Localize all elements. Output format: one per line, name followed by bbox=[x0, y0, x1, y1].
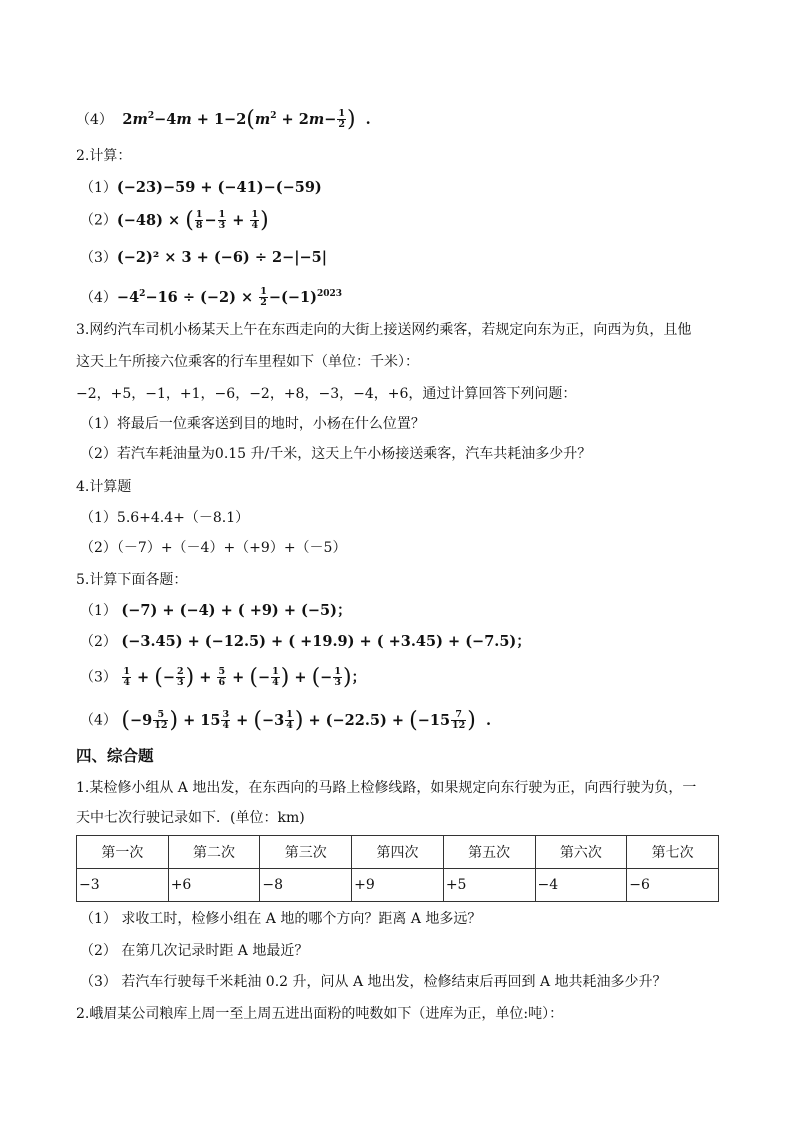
math-expression: $\frac{1}{4}$ + (− $\frac{2}{3}$ ) + $\frac{5}{6}$ + (− $\frac{1}{4}$ ) + (− $\frac{1}{3}$ )； bbox=[123, 664, 367, 690]
table-header-cell: 第五次 bbox=[443, 836, 535, 869]
table-header-cell: 第三次 bbox=[260, 836, 352, 869]
table-header-cell: 第二次 bbox=[168, 836, 260, 869]
s3-line-2: 这天上午所接六位乘客的行车里程如下（单位：千米）： bbox=[76, 354, 419, 370]
driving-record-table bbox=[76, 835, 719, 902]
item-number: （1） bbox=[80, 603, 117, 619]
table-header-cell: 第一次 bbox=[77, 836, 169, 869]
table-cell: −4 bbox=[535, 869, 627, 902]
section-2-title: 2.计算： bbox=[76, 148, 132, 164]
s3-line-1: 3.网约汽车司机小杨某天上午在东西走向的大街上接送网约乘客，若规定向东为正，向西为负，且他 bbox=[76, 322, 692, 338]
item-number: （3） bbox=[80, 669, 117, 686]
s2-item-1 bbox=[80, 178, 322, 198]
item-number: （4） bbox=[80, 712, 117, 729]
table-cell: +9 bbox=[352, 869, 444, 902]
expr-line-4 bbox=[76, 106, 371, 130]
s3-line-3: −2，+5，−1，+1，−6，−2，+8，−3，−4，+6，通过计算回答下列问题： bbox=[76, 386, 577, 402]
c1-question-2: （2） 在第几次记录时距 A 地最近？ bbox=[80, 943, 309, 959]
table-header-cell: 第六次 bbox=[535, 836, 627, 869]
table-cell: −3 bbox=[77, 869, 169, 902]
math-expression: (−7) + (−4) + ( +9) + (−5)； bbox=[121, 602, 352, 619]
s2-item-2 bbox=[80, 207, 269, 233]
table-header-row bbox=[77, 836, 719, 869]
s5-item-4 bbox=[80, 707, 492, 733]
math-expression: (−9 $\frac{5}{12}$ ) + 15 $\frac{3}{4}$ + (−3 $\frac{1}{4}$ ) + (−22.5) + (−15 $\frac{7}{12}$ ) . bbox=[121, 707, 492, 733]
math-expression: (−3.45) + (−12.5) + ( +19.9) + ( +3.45) + (−7.5)； bbox=[121, 633, 531, 650]
table-cell: +6 bbox=[168, 869, 260, 902]
s5-item-3 bbox=[80, 664, 367, 690]
c2-line-1: 2.峨眉某公司粮库上周一至上周五进出面粉的吨数如下（进库为正，单位:吨）： bbox=[76, 1006, 564, 1022]
s5-item-1 bbox=[80, 601, 352, 621]
s5-item-2 bbox=[80, 632, 531, 652]
s5-title: 5.计算下面各题： bbox=[76, 572, 188, 588]
math-expression: (−2)² × 3 + (−6) ÷ 2−|−5| bbox=[116, 249, 328, 266]
c1-question-1: （1） 求收工时，检修小组在 A 地的哪个方向？距离 A 地多远？ bbox=[80, 911, 482, 927]
section-heading: 四、综合题 bbox=[76, 747, 154, 765]
item-number: （4） bbox=[80, 289, 117, 306]
math-expression: $-4^2-16 \div (-2)$ × $\frac{1}{2}$ $-(-1)^{2023}$ bbox=[116, 286, 343, 309]
item-number: （4） bbox=[76, 111, 113, 128]
c1-question-3: （3） 若汽车行驶每千米耗油 0.2 升，问从 A 地出发，检修结束后再回到 A 地共耗油多少升？ bbox=[80, 974, 667, 990]
c1-line-2: 天中七次行驶记录如下．(单位：km) bbox=[76, 810, 305, 826]
item-number: （2） bbox=[80, 212, 117, 229]
table-header-cell: 第七次 bbox=[627, 836, 719, 869]
item-number: （3） bbox=[80, 250, 117, 266]
s4-title: 4.计算题 bbox=[76, 479, 132, 495]
table-header-cell: 第四次 bbox=[352, 836, 444, 869]
s2-item-4 bbox=[80, 284, 342, 308]
math-expression: $2m^2-4m + 1-2(m^2 + 2m-$ $\frac{1}{2}$ ) . bbox=[117, 106, 371, 132]
item-number: （2） bbox=[80, 634, 117, 650]
c1-line-1: 1.某检修小组从 A 地出发，在东西向的马路上检修线路，如果规定向东行驶为正，向西行驶为负，一 bbox=[76, 780, 697, 796]
s4-question-1: （1）5.6+4.4+（－8.1） bbox=[80, 510, 250, 526]
s3-question-1: （1）将最后一位乘客送到目的地时，小杨在什么位置？ bbox=[80, 416, 425, 432]
math-expression: (−23)−59 + (−41)−(−59) bbox=[116, 179, 322, 196]
s3-question-2: （2）若汽车耗油量为0.15 升/千米，这天上午小杨接送乘客，汽车共耗油多少升？ bbox=[80, 446, 592, 462]
table-row bbox=[77, 869, 719, 902]
s2-item-3 bbox=[80, 248, 327, 268]
table-cell: −6 bbox=[627, 869, 719, 902]
math-expression: (−48) × ( $\frac{1}{8}$ − $\frac{1}{3}$ + $\frac{1}{4}$ ) bbox=[116, 207, 269, 233]
item-number: （1） bbox=[80, 180, 117, 196]
s4-question-2: （2）（－7）+（－4）+（+9）+（－5） bbox=[80, 540, 347, 556]
table-cell: +5 bbox=[443, 869, 535, 902]
table-cell: −8 bbox=[260, 869, 352, 902]
